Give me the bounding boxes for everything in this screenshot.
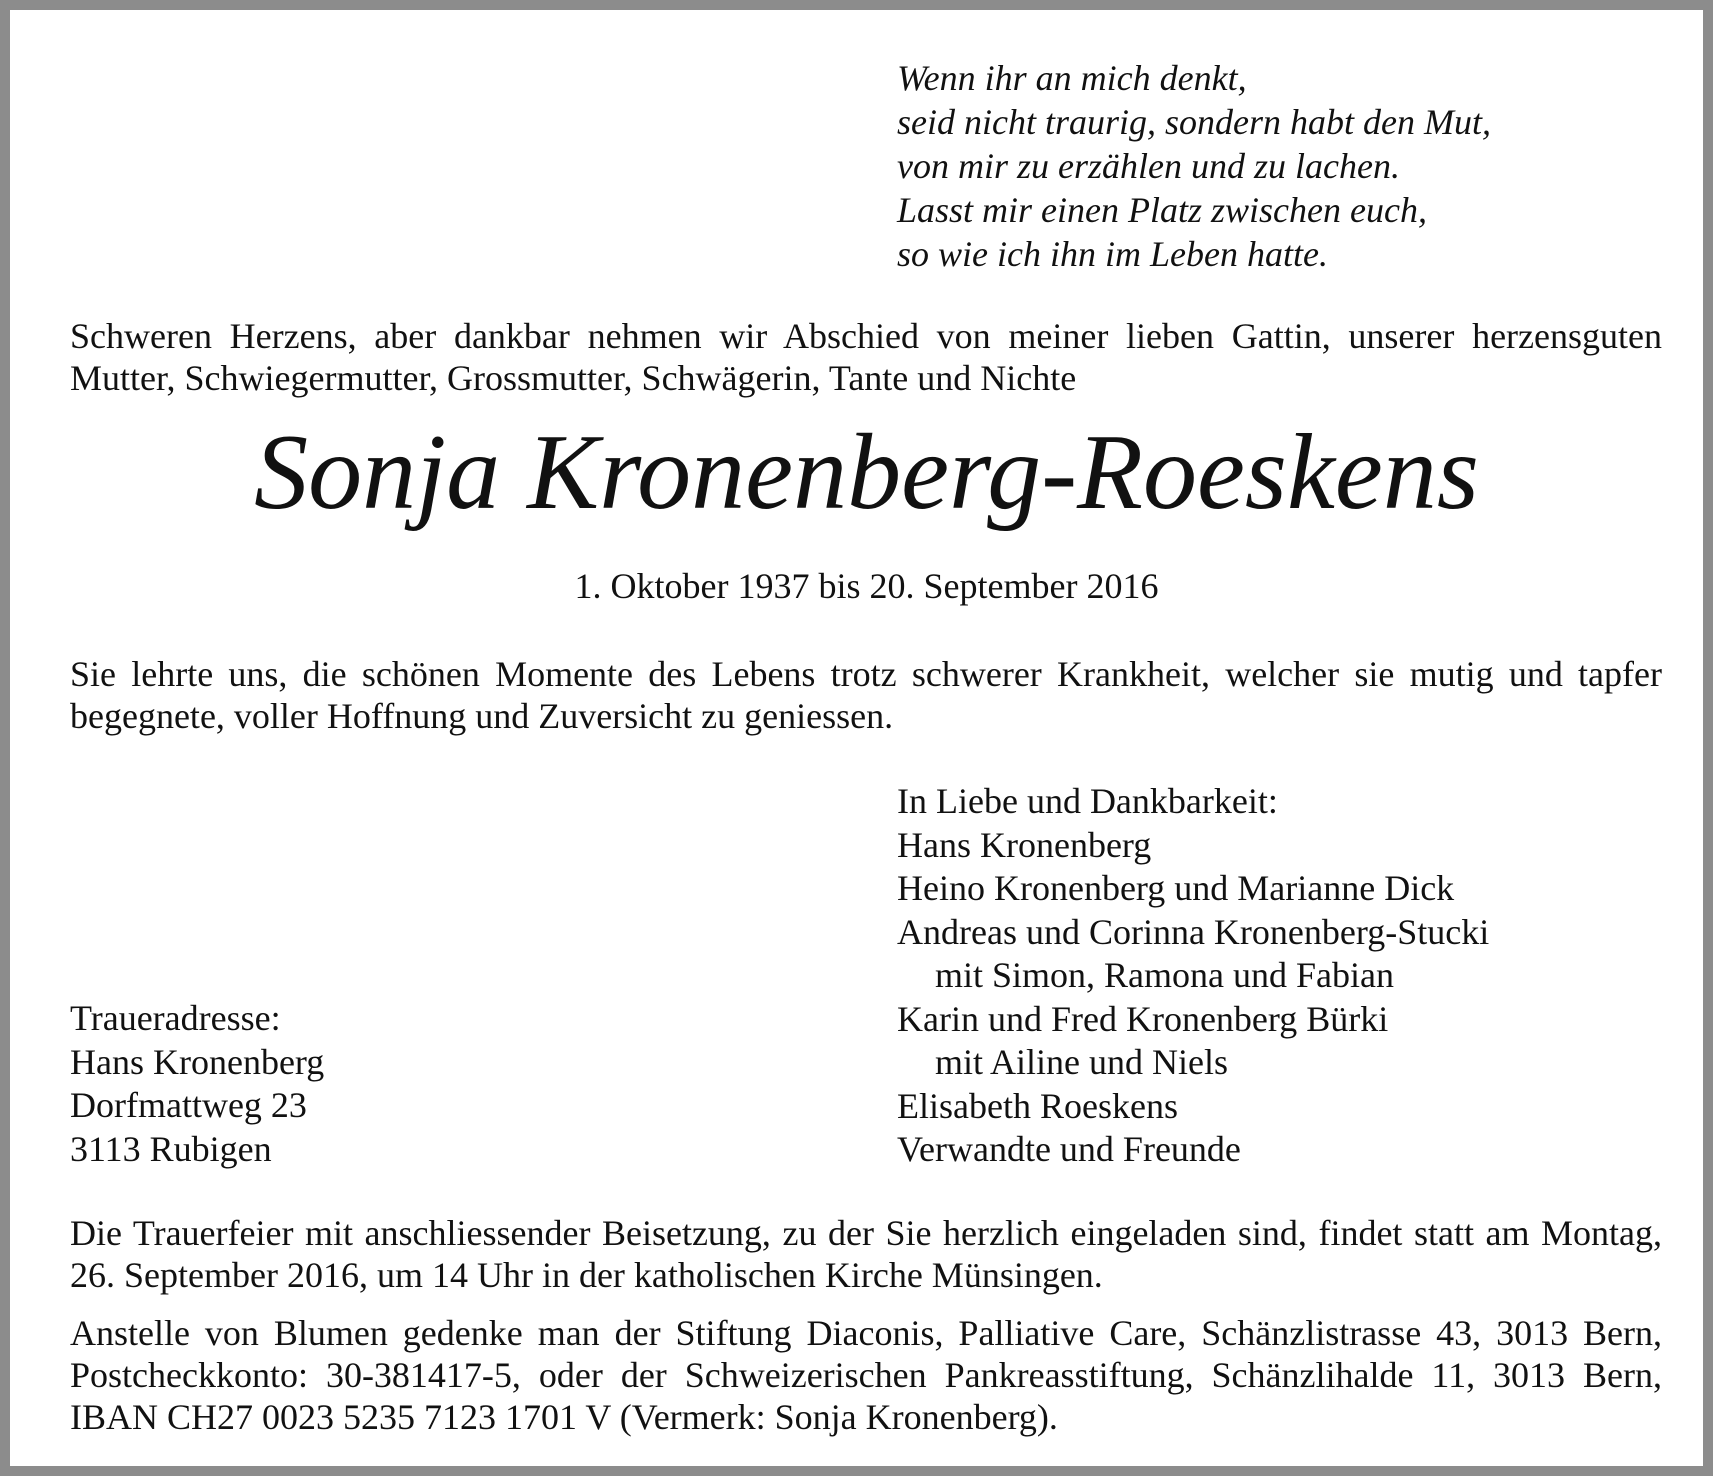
mourner-line: Elisabeth Roeskens — [897, 1085, 1178, 1126]
mourning-address — [70, 997, 324, 1171]
address-line: 3113 Rubigen — [70, 1128, 272, 1169]
mourner-line: Verwandte und Freunde — [897, 1129, 1241, 1169]
mourner-line: Heino Kronenberg und Marianne Dick — [897, 868, 1455, 908]
intro-paragraph: Schweren Herzens, aber dankbar nehmen wir Abschied von meiner lieben Gattin, unserer herzensguten Mutter, Schwiegermutter, Grossmutter, Schwägerin, Tante und Nichte — [70, 316, 1662, 398]
ceremony-paragraph: Die Trauerfeier mit anschliessender Beisetzung, zu der Sie herzlich eingeladen sind, findet statt am Montag, 26. September 2016, um 14 Uhr in der katholischen Kirche Münsingen. — [70, 1213, 1662, 1295]
mourner-line: mit Ailine und Niels — [935, 1042, 1228, 1082]
poem-line: seid nicht traurig, sondern habt den Mut, — [897, 102, 1491, 142]
address-label: Traueradresse: — [70, 998, 281, 1038]
life-dates: 1. Oktober 1937 bis 20. September 2016 — [574, 566, 1159, 606]
mourners-heading: In Liebe und Dankbarkeit: — [897, 781, 1278, 821]
address-line: Dorfmattweg 23 — [70, 1085, 307, 1125]
poem-line: von mir zu erzählen und zu lachen. — [897, 146, 1400, 186]
mourner-line: Andreas und Corinna Kronenberg-Stucki — [897, 911, 1490, 952]
donation-paragraph: Anstelle von Blumen gedenke man der Stiftung Diaconis, Palliative Care, Schänzlistrasse 43, 3013 Bern, Postcheckkonto: 30-381417-5, oder der Schweizerischen Pankreasstiftung, Schänzlihalde 11, 3013 Bern, IBAN CH27 0023 5235 7123 1701 V (Vermerk: Sonja Kronenberg). — [70, 1313, 1662, 1437]
poem — [897, 56, 1491, 276]
poem-line: so wie ich ihn im Leben hatte. — [897, 234, 1328, 274]
poem-line: Wenn ihr an mich denkt, — [897, 58, 1247, 98]
deceased-name: Sonja Kronenberg-Roeskens — [254, 413, 1479, 532]
mourners-list — [897, 780, 1489, 1172]
address-line: Hans Kronenberg — [70, 1041, 325, 1082]
mourner-line: Karin und Fred Kronenberg Bürki — [897, 998, 1389, 1039]
tribute-paragraph: Sie lehrte uns, die schönen Momente des Lebens trotz schwerer Krankheit, welcher sie mutig und tapfer begegnete, voller Hoffnung und Zuversicht zu geniessen. — [70, 654, 1662, 736]
mourner-line: Hans Kronenberg — [897, 824, 1152, 865]
mourner-line: mit Simon, Ramona und Fabian — [935, 955, 1394, 995]
poem-line: Lasst mir einen Platz zwischen euch, — [897, 190, 1427, 230]
